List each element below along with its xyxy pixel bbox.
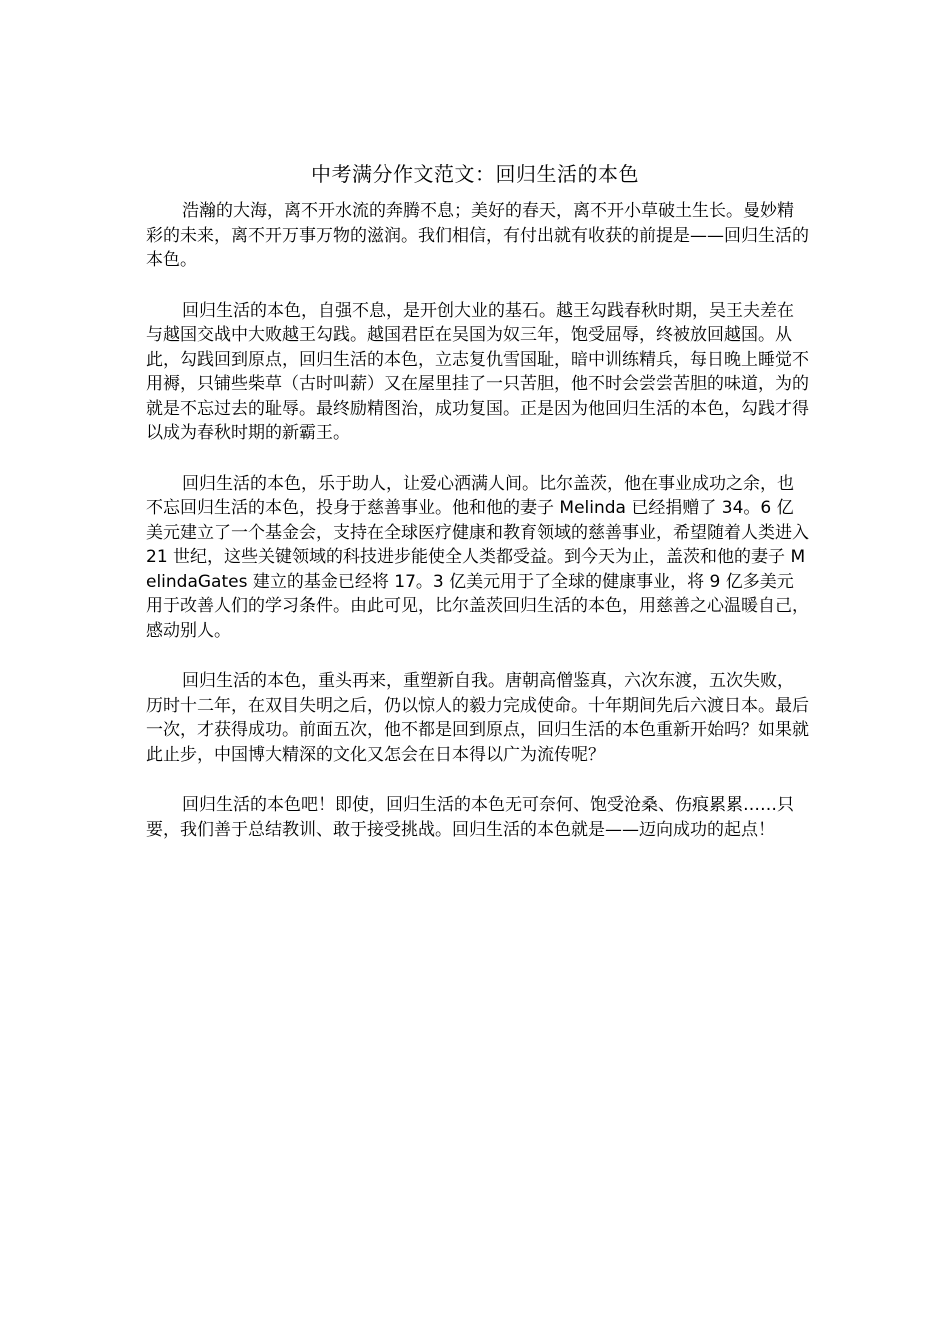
paragraph: 回归生活的本色，乐于助人，让爱心洒满人间。比尔盖茨，他在事业成功之余，也不忘回归生活的本色，投身于慈善事业。他和他的妻子 Melinda 已经捐赠了 34。6 亿美元建立了一个基金会，支持在全球医疗健康和教育领域的慈善事业，希望随着人类进入 21 世纪，这些关键领域的科技进步能使全人类都受益。到今天为止，盖茨和他的妻子 MelindaGates 建立的基金已经将 17。3 亿美元用于了全球的健康事业，将 9 亿多美元用于改善人们的学习条件。由此可见，比尔盖茨回归生活的本色，用慈善之心温暖自己，感动别人。 xyxy=(146,473,809,641)
paragraph: 回归生活的本色，重头再来，重塑新自我。唐朝高僧鉴真，六次东渡，五次失败，历时十二年，在双目失明之后，仍以惊人的毅力完成使命。十年期间先后六渡日本。最后一次，才获得成功。前面五次，他不都是回到原点，回归生活的本色重新开始吗？如果就此止步，中国博大精深的文化又怎会在日本得以广为流传呢？ xyxy=(146,671,809,765)
paragraph: 回归生活的本色吧！即使，回归生活的本色无可奈何、饱受沧桑、伤痕累累……只要，我们善于总结教训、敢于接受挑战。回归生活的本色就是——迈向成功的起点！ xyxy=(146,795,794,840)
page-title: 中考满分作文范文：回归生活的本色 xyxy=(311,162,639,186)
paragraph: 回归生活的本色，自强不息，是开创大业的基石。越王勾践春秋时期，吴王夫差在与越国交战中大败越王勾践。越国君臣在吴国为奴三年，饱受屈辱，终被放回越国。从此，勾践回到原点，回归生活的本色，立志复仇雪国耻，暗中训练精兵，每日晚上睡觉不用褥，只铺些柴草（古时叫薪）又在屋里挂了一只苦胆，他不时会尝尝苦胆的味道，为的就是不忘过去的耻辱。最终励精图治，成功复国。正是因为他回归生活的本色，勾践才得以成为春秋时期的新霸王。 xyxy=(146,300,809,443)
paragraph: 浩瀚的大海，离不开水流的奔腾不息；美好的春天，离不开小草破土生长。曼妙精彩的未来，离不开万事万物的滋润。我们相信，有付出就有收获的前提是——回归生活的本色。 xyxy=(146,201,809,270)
article-body xyxy=(146,199,810,868)
